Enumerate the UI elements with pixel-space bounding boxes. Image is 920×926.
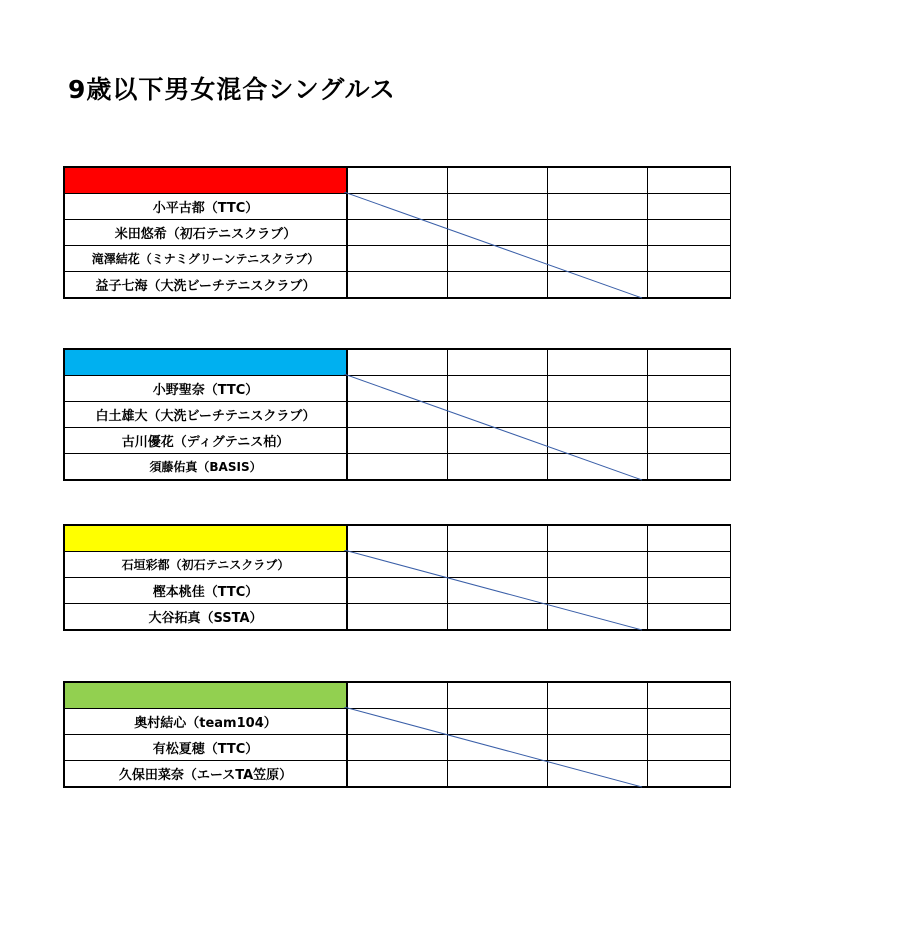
page-title: 9歳以下男女混合シングルス [68,75,396,104]
result-cell [548,761,648,788]
result-header-cell [548,682,648,709]
result-cell [548,272,648,299]
result-cell [448,272,548,299]
league-color-header [64,167,347,194]
player-row [64,402,731,428]
result-header-cell [648,525,731,552]
result-cell [648,220,731,246]
result-cell [548,454,648,481]
player-name: 益子七海（大洗ビーチテニスクラブ） [64,272,347,299]
league-table-blue [63,348,726,481]
result-header-cell [448,525,548,552]
result-cell [448,246,548,272]
player-name: 白土雄大（大洗ビーチテニスクラブ） [64,402,347,428]
result-cell [548,735,648,761]
result-cell [347,709,448,735]
league-table-green [63,681,726,788]
result-cell [347,578,448,604]
result-cell [548,709,648,735]
player-row [64,454,731,481]
result-cell [347,552,448,578]
player-row [64,604,731,631]
player-name: 大谷拓真（SSTA） [64,604,347,631]
result-cell [648,246,731,272]
result-cell [648,454,731,481]
league-table-yellow [63,524,726,631]
player-name: 奥村結心（team104） [64,709,347,735]
result-header-cell [347,682,448,709]
result-cell [548,376,648,402]
result-cell [448,220,548,246]
result-cell [548,428,648,454]
player-name: 須藤佑真（BASIS） [64,454,347,481]
result-cell [347,376,448,402]
result-cell [648,761,731,788]
result-cell [648,735,731,761]
result-cell [347,604,448,631]
result-header-cell [548,525,648,552]
result-header-cell [448,349,548,376]
result-cell [448,428,548,454]
league-table-red [63,166,726,299]
result-cell [448,194,548,220]
result-header-cell [347,167,448,194]
result-cell [448,402,548,428]
result-cell [347,428,448,454]
result-cell [347,402,448,428]
result-cell [448,552,548,578]
player-name: 樫本桃佳（TTC） [64,578,347,604]
league-color-header [64,682,347,709]
result-cell [548,246,648,272]
result-cell [347,246,448,272]
result-cell [548,552,648,578]
result-cell [548,220,648,246]
result-cell [448,604,548,631]
league-color-header [64,525,347,552]
player-row [64,246,731,272]
result-header-cell [347,525,448,552]
league-header-row [64,525,731,552]
result-cell [448,709,548,735]
player-row [64,376,731,402]
result-header-cell [648,349,731,376]
result-cell [648,272,731,299]
result-header-cell [347,349,448,376]
result-cell [648,402,731,428]
player-row [64,552,731,578]
result-cell [648,194,731,220]
result-header-cell [448,167,548,194]
result-cell [548,578,648,604]
result-cell [347,220,448,246]
player-row [64,735,731,761]
result-cell [448,454,548,481]
league-header-row [64,682,731,709]
player-row [64,220,731,246]
result-header-cell [448,682,548,709]
player-row [64,272,731,299]
result-header-cell [648,167,731,194]
player-row [64,709,731,735]
player-name: 古川優花（ディグテニス柏） [64,428,347,454]
result-cell [347,454,448,481]
result-cell [648,709,731,735]
player-name: 小平古都（TTC） [64,194,347,220]
result-cell [347,735,448,761]
result-cell [448,735,548,761]
league-header-row [64,349,731,376]
player-name: 小野聖奈（TTC） [64,376,347,402]
player-name: 久保田菜奈（エースTA笠原） [64,761,347,788]
result-cell [648,604,731,631]
player-name: 有松夏穂（TTC） [64,735,347,761]
result-header-cell [648,682,731,709]
result-cell [347,272,448,299]
result-cell [347,761,448,788]
result-cell [448,578,548,604]
player-row [64,578,731,604]
player-row [64,761,731,788]
result-cell [648,376,731,402]
player-name: 米田悠希（初石テニスクラブ） [64,220,347,246]
result-cell [648,578,731,604]
result-cell [448,376,548,402]
result-header-cell [548,349,648,376]
result-cell [448,761,548,788]
result-cell [548,604,648,631]
result-header-cell [548,167,648,194]
player-name: 滝澤結花（ミナミグリーンテニスクラブ） [64,246,347,272]
result-cell [548,402,648,428]
result-cell [648,552,731,578]
result-cell [347,194,448,220]
player-row [64,194,731,220]
league-header-row [64,167,731,194]
result-cell [648,428,731,454]
league-color-header [64,349,347,376]
result-cell [548,194,648,220]
player-name: 石垣彩都（初石テニスクラブ） [64,552,347,578]
player-row [64,428,731,454]
